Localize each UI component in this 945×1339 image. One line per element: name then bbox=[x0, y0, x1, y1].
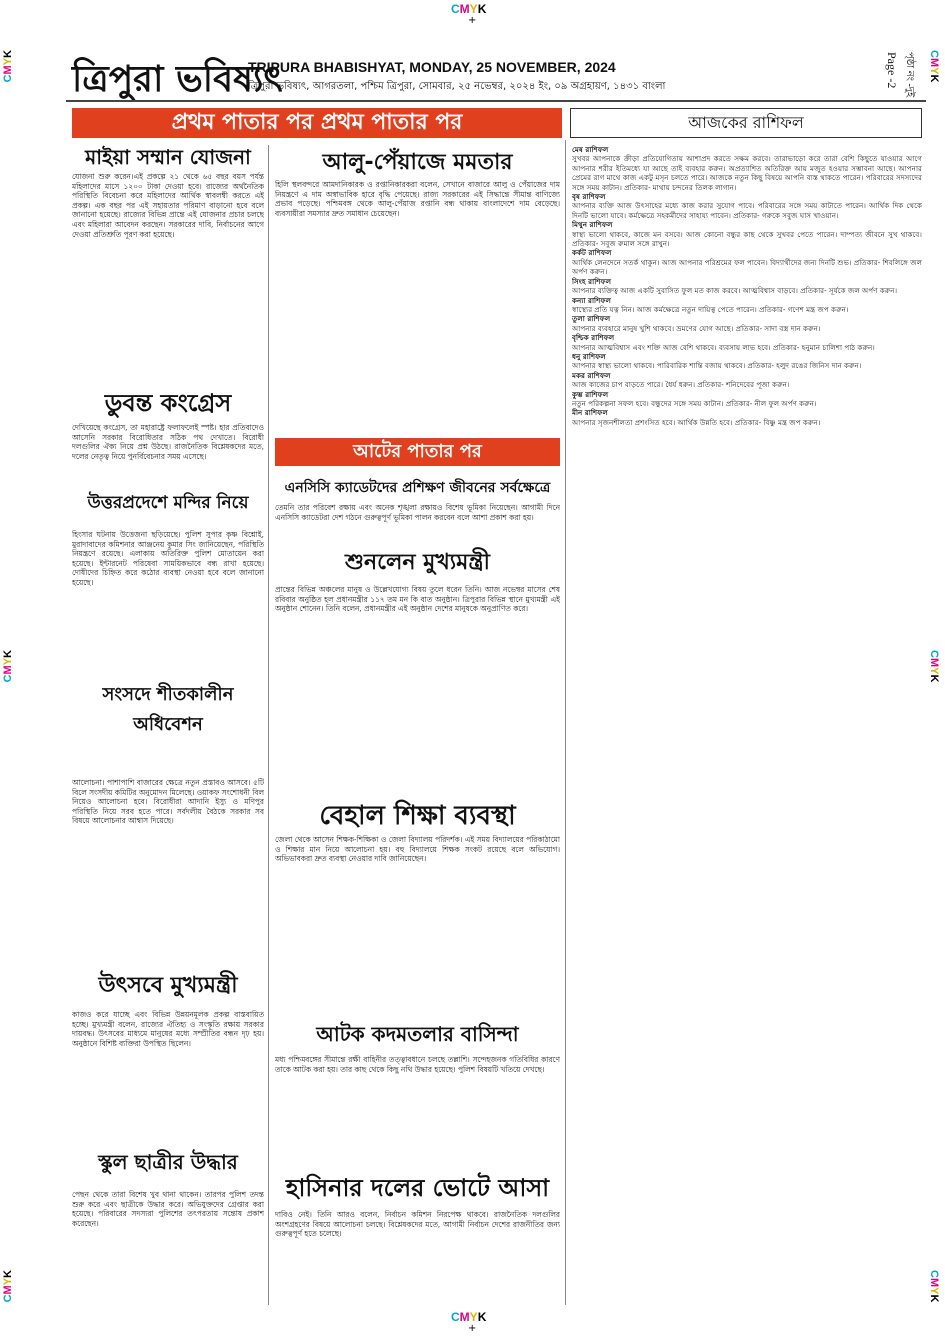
rasiphal-list bbox=[572, 145, 922, 1300]
rasi-entry: মিথুন রাশিফল স্বাস্থ্য ভালো থাকবে, কাজে মন বসবে। আজ কোনো বন্ধুর কাছ থেকে সুখবর পেতে পারেন। দাম্পত্য জীবনে সুখ থাকবে। প্রতিকার- সবুজ রুমাল সঙ্গে রাখুন। bbox=[572, 220, 922, 249]
registration-mark-top: CMYK bbox=[451, 2, 487, 16]
article-body-up-temple: হিংসার ঘটনায় উত্তেজনা ছড়িয়েছে। পুলিশ সুপার কৃষ্ণ বিশ্নোই, মুরাদাবাদের কমিশনার আঞ্জনেয় কুমার সিং জানিয়েছেন, পরিস্থিতি নিয়ন্ত্রণে রয়েছে। এলাকায় অতিরিক্ত পুলিশ মোতায়েন করা হয়েছে। ইন্টারনেট পরিষেবা সাময়িকভাবে বন্ধ রাখা হয়েছে। দোষীদের চিহ্নিত করে কঠোর ব্যবস্থা নেওয়া হবে বলে জানানো হয়েছে। bbox=[72, 530, 264, 587]
headline-poor-education: বেহাল শিক্ষা ব্যবস্থা bbox=[319, 801, 516, 831]
masthead-title: ত্রিপুরা ভবিষ্যৎ bbox=[72, 58, 283, 100]
article-body-cm-festival: কাজও করে যাচ্ছে এবং বিভিন্ন উন্নয়নমূলক প্রকল্প বাস্তবায়িত হচ্ছে। মুখ্যমন্ত্রী বলেন, রাজ্যের ঐতিহ্য ও সংস্কৃতি রক্ষায় সরকার দায়বদ্ধ। উৎসবের মাধ্যমে মানুষের মধ্যে সম্প্রীতির বন্ধন দৃঢ় হয়। অনুষ্ঠানে বিশিষ্ট ব্যক্তিরা উপস্থিত ছিলেন। bbox=[72, 1010, 264, 1048]
article-body-maiya-samman: যোজনা শুরু করেন।এই প্রকল্পে ২১ থেকে ৬৫ বছর বয়স পর্যন্ত মহিলাদের মাসে ১২০০ টাকা দেওয়া হবে। রাজ্যের অর্থনৈতিক পরিস্থিতি বিবেচনা করে মহিলাদের আর্থিক স্বাবলম্বী করতে এই প্রকল্প। এক বছর পর এই সহায়তার পরিমাণ বাড়ানো হবে বলে জানানো হয়েছে। রাজ্যের বিভিন্ন প্রান্তে এই যোজনার প্রচার চলছে এবং মহিলারা আবেদন করছেন। সরকারের দাবি, নির্বাচনের আগে দেওয়া প্রতিশ্রুতি পূরণ করা হয়েছে। bbox=[72, 172, 264, 239]
registration-mark-left-bottom: CMYK bbox=[2, 1270, 14, 1303]
page-label: Page -2 bbox=[885, 52, 899, 89]
article-body-alu-peyaj: হিলি স্থলবন্দরে আমদানিকারক ও রপ্তানিকারকরা বলেন, সেখানে বাজারে আলু ও পেঁয়াজের দাম নিয়ন্ত্রণে এ দাম অস্বাভাবিক হারে বৃদ্ধি পেয়েছে। রাজ্য সরকারের এই সিদ্ধান্তে সীমান্ত বাণিজ্যে প্রভাব পড়েছে। পশ্চিমবঙ্গ থেকে আলু-পেঁয়াজ রপ্তানি বন্ধ থাকায় বাংলাদেশে দাম বেড়েছে। ব্যবসায়ীরা সমস্যার দ্রুত সমাধান চেয়েছেন। bbox=[275, 180, 560, 218]
rasi-entry: মকর রাশিফল আজ কাজের চাপ বাড়তে পারে। ধৈর্য ধরুন। প্রতিকার- শনিদেবের পূজা করুন। bbox=[572, 370, 790, 390]
registration-mark-bottom: CMYK bbox=[451, 1310, 487, 1324]
headline-hasina-party-vote: হাসিনার দলের ভোটে আসা bbox=[285, 1174, 550, 1202]
eighth-page-continuation-banner: আটের পাতার পর bbox=[275, 438, 560, 466]
headline-maiya-samman: মাইয়া সম্মান যোজনা bbox=[85, 145, 251, 169]
article-body-poor-education: জেলা থেকে আসেন শিক্ষক-শিক্ষিকা ও জেলা বিদ্যালয় পরিদর্শক। এই সময় বিদ্যালয়ের পরিকাঠামো ও শিক্ষার মান নিয়ে আলোচনা হয়। বহু বিদ্যালয়ে শিক্ষক সংকট রয়েছে বলে অভিযোগ। অভিভাবকরা দ্রুত ব্যবস্থা নেওয়ার দাবি জানিয়েছেন। bbox=[275, 835, 560, 864]
registration-mark-right-bottom: CMYK bbox=[928, 1270, 940, 1303]
rasi-entry: বৃশ্চিক রাশিফল আপনার আত্মবিশ্বাস এবং শক্তি আজ বেশি থাকবে। ব্যবসায় লাভ হবে। প্রতিকার- হনুমান চালিশা পাঠ করুন। bbox=[572, 333, 875, 352]
masthead-rule bbox=[66, 100, 926, 102]
rasi-entry: ধনু রাশিফল আপনার স্বাস্থ্য ভালো থাকবে। পারিবারিক শান্তি বজায় থাকবে। প্রতিকার- হলুদ রঙের জিনিস দান করুন। bbox=[572, 351, 862, 371]
article-body-dubanta-congress: দেখিয়েছে কংগ্রেস, তা মহারাষ্ট্রে ফলাফলেই স্পষ্ট। হার প্রতিবাদেও আসেনি সরকার বিরোধিতার সঠিক পথ দেখাতে। বিরোধী দলগুলির ঐক্য নিয়ে প্রশ্ন উঠছে। রাজনৈতিক বিশ্লেষকদের মতে, দলের নেতৃত্ব নিয়ে পুনর্বিবেচনার সময় এসেছে। bbox=[72, 423, 264, 461]
column-divider-left bbox=[268, 145, 269, 1305]
masthead-english-line: TRIPURA BHABISHYAT, MONDAY, 25 NOVEMBER, 2024 bbox=[248, 59, 616, 75]
rasi-entry: মীন রাশিফল আপনার সৃজনশীলতা প্রশংসিত হবে। আর্থিক উন্নতি হবে। প্রতিকার- বিষ্ণু মন্ত্র জপ করুন। bbox=[572, 408, 821, 427]
rasi-entry: মেষ রাশিফল সুখবর আপনাকে ক্রীড়া প্রতিযোগিতায় আশাপ্রদ করতে সক্ষম করবে। তারাভাড়ো করে তারা বেশি কিছুতে যাওয়ার আগে আপনার শরীর ইতিমধ্যে যা আছে তাই ব্যবহার করুন। অপ্রত্যাশিত অতিরিক্ত আয় মজুত হওয়ার সম্ভাবনা আছে। আপনার প্রেমের রাগ মাথে কাজ একটু মসৃন চলতে পারে। আজকে নতুন কিছু বিষয়ে আপনি ব্যস্ত থাকতে পারেন। পরিবারের সদস্যদের সঙ্গে সময় কাটান। প্রতিকার- মাথায় চন্দনের তিলক লাগান। bbox=[572, 145, 922, 192]
registration-mark-left-top: CMYK bbox=[2, 50, 14, 83]
rasi-entry: কর্কট রাশিফল আর্থিক লেনদেনে সতর্ক থাকুন। আজ আপনার পরিশ্রমের ফল পাবেন। বিদ্যার্থীদের জন্য দিনটি শুভ। প্রতিকার- শিবলিঙ্গে জল অর্পণ করুন। bbox=[572, 248, 922, 277]
headline-student-rescue: স্কুল ছাত্রীর উদ্ধার bbox=[98, 1150, 238, 1174]
page-label-bn: পৃষ্ঠা নং -দুই bbox=[904, 52, 915, 98]
crosshair-bottom-icon: + bbox=[468, 1323, 477, 1334]
crosshair-top-icon: + bbox=[468, 15, 477, 26]
registration-mark-right-mid: CMYK bbox=[928, 650, 940, 683]
article-body-kadamtala-resident: মধ্য পশ্চিমবঙ্গের সীমান্তে রক্ষী বাহিনীর তত্ত্বাবধানে চলছে তল্লাশি। সন্দেহজনক গতিবিধির কারণে তাকে আটক করা হয়। তার কাছ থেকে কিছু নথি উদ্ধার হয়েছে। পুলিশ বিষয়টি খতিয়ে দেখছে। bbox=[275, 1055, 560, 1074]
rasi-entry: সিংহ রাশিফল আপনার ব্যক্তিত্ব আজ একটি সুবাসিত ফুল মত কাজ করবে। আত্মবিশ্বাস বাড়বে। প্রতিকার- সূর্যকে জল অর্পণ করুন। bbox=[572, 276, 898, 296]
column-divider-right bbox=[565, 140, 566, 1305]
rasiphal-header: আজকের রাশিফল bbox=[570, 108, 922, 138]
headline-parliament-winter-session: সংসদে শীতকালীন অধিবেশন bbox=[102, 684, 234, 735]
registration-mark-left-mid: CMYK bbox=[2, 650, 14, 683]
rasi-entry: কন্যা রাশিফল স্বাস্থ্যের প্রতি যত্ন নিন। আজ কর্মক্ষেত্রে নতুন দায়িত্ব পেতে পারেন। প্রতিকার- গণেশ মন্ত্র জপ করুন। bbox=[572, 295, 849, 314]
front-page-continuation-banner: প্রথম পাতার পর প্রথম পাতার পর bbox=[72, 108, 562, 138]
rasi-entry: তুলা রাশিফল আপনার ব্যবহারে মানুষ খুশি থাকবে। ভ্রমণের যোগ আছে। প্রতিকার- সাদা বস্ত্র দান করুন। bbox=[572, 314, 821, 333]
headline-up-temple: উত্তরপ্রদেশে মন্দির নিয়ে bbox=[87, 493, 249, 513]
article-body-hasina-party-vote: দাবিও নেই। তিনি আরও বলেন, নির্বাচন কমিশন নিরপেক্ষ থাকবে। রাজনৈতিক দলগুলির অংশগ্রহণের বিষয়ে আলোচনা চলছে। বিশ্লেষকদের মতে, আগামী নির্বাচন দেশের রাজনীতির জন্য গুরুত্বপূর্ণ হতে চলেছে। bbox=[275, 1210, 560, 1239]
article-body-parliament: আলোচনা। পাশাপাশি বাজারের ক্ষেত্রে নতুন প্রস্তাবও আসবে। ৫টি বিলে সংসদীয় কমিটির অনুমোদন মিলেছে। ওয়াকফ সংশোধনী বিল নিয়েও আলোচনা হবে। বিরোধীরা আদানি ইস্যু ও মণিপুর পরিস্থিতি নিয়ে সরব হতে পারে। সর্বদলীয় বৈঠকে সরকার সব বিষয়ে আলোচনার আশ্বাস দিয়েছে। bbox=[72, 778, 264, 826]
headline-kadamtala-resident: আটক কদমতলার বাসিন্দা bbox=[316, 1022, 519, 1046]
registration-mark-right-top: CMYK bbox=[928, 50, 940, 83]
article-body-cm-listened: প্রান্তের বিভিন্ন অঞ্চলের মানুষ ও উল্লেখযোগ্য বিষয় তুলে ধরেন তিনি। আজ নভেম্বর মাসের শেষ রবিবার অনুষ্ঠিত হল প্রধানমন্ত্রীর ১১৭ তম মন কি বাত অনুষ্ঠান। ত্রিপুরার বিভিন্ন স্থানে মুখ্যমন্ত্রী এই অনুষ্ঠান শোনেন। তিনি বলেন, প্রধানমন্ত্রীর এই অনুষ্ঠান দেশের মানুষকে অনুপ্রাণিত করে। bbox=[275, 585, 560, 614]
rasi-entry: বৃষ রাশিফল আপনার ব্যক্তি আজ উৎসাহের মধ্যে কাজ করার সুযোগ পাবে। পরিবারের সঙ্গে সময় কাটাতে পারেন। আর্থিক দিক থেকে দিনটি ভালো যাবে। কর্মক্ষেত্রে সহকর্মীদের সাহায্য পাবেন। প্রতিকার- গরুকে সবুজ ঘাস খাওয়ান। bbox=[572, 192, 922, 220]
article-body-ncc-cadets: তেমনি তার পরিবেশ রক্ষায় এবং অনেক শৃঙ্খলা রক্ষায়ও বিশেষ ভূমিকা নিয়েছেন। আগামী দিনে এনসিসি ক্যাডেটরা দেশ গঠনে গুরুত্বপূর্ণ ভূমিকা পালন করবেন বলে আশা প্রকাশ করা হয়। bbox=[275, 503, 560, 522]
headline-alu-peyaj: আলু-পেঁয়াজে মমতার bbox=[322, 150, 513, 175]
headline-dubanta-congress: ডুবন্ত কংগ্রেস bbox=[104, 389, 232, 417]
headline-cm-festival: উৎসবে মুখ্যমন্ত্রী bbox=[98, 973, 238, 998]
masthead-bangla-line: ত্রিপুরা ভবিষ্যৎ, আগরতলা, পশ্চিম ত্রিপুরা, সোমবার, ২৫ নভেম্বর, ২০২৪ ইং, ০৯ অগ্রহায়ণ, ১৪৩১ বাংলা bbox=[248, 81, 666, 92]
headline-cm-listened: শুনলেন মুখ্যমন্ত্রী bbox=[345, 550, 490, 575]
headline-ncc-cadets: এনসিসি ক্যাডেটদের প্রশিক্ষণ জীবনের সর্বক্ষেত্রে bbox=[284, 480, 551, 496]
article-body-student-rescue: পেছন থেকে তারা বিশেষ খুব থানা থাকেন। তারপর পুলিশ তদন্ত শুরু করে এবং ছাত্রীকে উদ্ধার করে। অভিযুক্তদের গ্রেপ্তার করা হয়েছে। পরিবারের সদস্যরা পুলিশের তৎপরতায় সন্তোষ প্রকাশ করেছেন। bbox=[72, 1190, 264, 1228]
rasi-entry: কুম্ভ রাশিফল নতুন পরিকল্পনা সফল হবে। বন্ধুদের সঙ্গে সময় কাটান। প্রতিকার- নীল ফুল অর্পণ করুন। bbox=[572, 389, 817, 408]
